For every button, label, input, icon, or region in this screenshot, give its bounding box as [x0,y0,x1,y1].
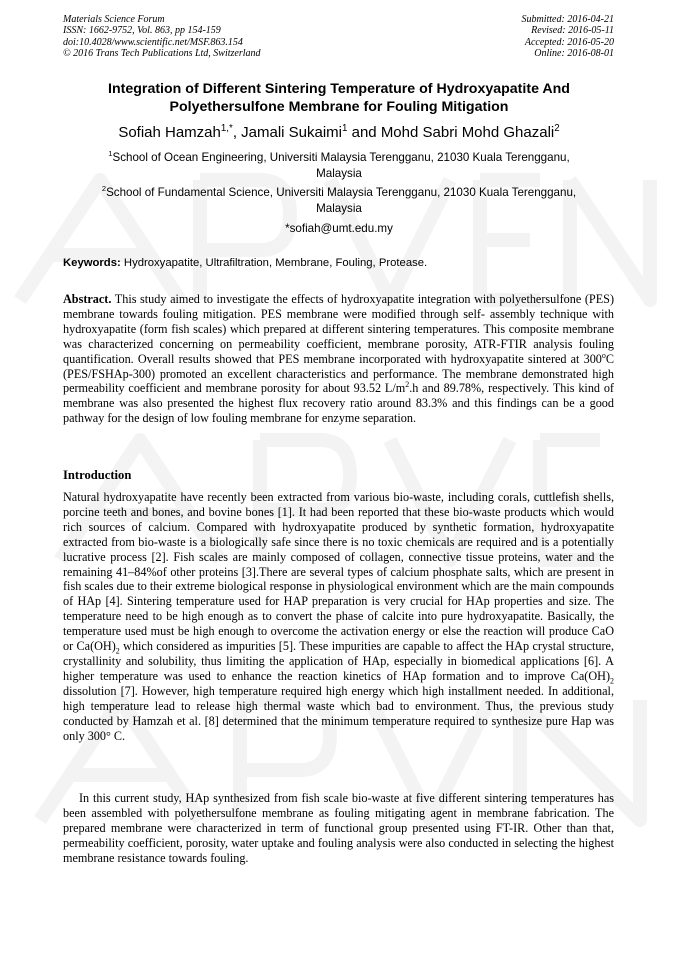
affiliation-2-number: 2 [101,184,107,194]
author-1-affiliation: 1,* [220,123,233,134]
affiliation-1-line-1: School of Ocean Engineering, Universiti Malaysia Terengganu, 21030 Kuala Terengganu, [112,151,570,164]
paper-title [60,80,618,116]
intro-p1-sub-1: 2 [115,646,120,656]
doi-line: doi:10.4028/www.scientific.net/MSF.863.154 [63,36,243,48]
accepted-date: Accepted: 2016-05-20 [524,36,614,48]
author-3: and Mohd Sabri Mohd Ghazali [347,124,555,141]
journal-info [63,14,261,59]
affiliation-2 [60,185,618,217]
intro-p1-sub-2: 2 [610,676,614,686]
copyright-line: © 2016 Trans Tech Publications Ltd, Switzerland [63,47,261,59]
author-2: , Jamali Sukaimi [232,124,343,141]
intro-p1-text-c: dissolution [7]. However, high temperature required high energy which high installment needed. In additional, high temperature lead to release high thermal waste which bad to environment. Thus, the previous study conducted by Hamzah et al. [8] determined that the minimum temperature required to synthesize pure Hap was only 300° C. [63,683,614,743]
title-line-1: Integration of Different Sintering Temperature of Hydroxyapatite And [108,81,570,97]
keywords [63,256,623,271]
intro-p1-text-b: which considered as impurities [5]. These impurities are capable to affect the HAp crystal structure, crystallinity and solubility, thus limiting the application of HAp, especially in biomedical applications [6]. A higher temperature was used to enhance the reaction kinetics of HAp formation and to improve Ca(OH) [63,639,614,683]
abstract-text-3: .h and 89.78%, respectively. This kind of membrane was also presented the highest flux recovery ratio around 83.3% and this findings can be a good pathway for the design of low fouling membrane for enzyme separation. [63,381,614,426]
affiliation-2-line-1: School of Fundamental Science, Universiti Malaysia Terengganu, 21030 Kuala Terengganu, [106,186,577,199]
intro-p2-text: In this current study, HAp synthesized from fish scale bio-waste at five different sintering temperatures has been assembled with polyethersulfone membrane as fouling mitigating agent in membrane fabrication. The prepared membrane were characterized in term of functional group presented using FT-IR. Other than that, permeability coefficient, porosity, water uptake and fouling analysis were also conducted in selecting the highest membrane resistance towards fouling. [63,791,614,865]
affiliation-1-number: 1 [108,149,113,159]
abstract [63,292,614,426]
abstract-text-2: C (PES/FSHAp-300) promoted an excellent characteristics and performance. The membrane demonstrated high permeability coefficient and membrane porosity for about 93.52 L/m [63,351,614,396]
journal-name: Materials Science Forum [63,14,165,25]
author-1: Sofiah Hamzah [118,124,221,141]
publication-dates [522,14,615,59]
keywords-label: Keywords: [63,257,121,269]
squared-sup: 2 [405,380,410,390]
affiliation-1 [60,150,618,182]
author-list [40,123,638,143]
introduction-paragraph-1 [63,490,614,743]
title-line-2: Polyethersulfone Membrane for Fouling Mitigation [169,99,509,115]
affiliation-2-line-2: Malaysia [316,202,362,215]
affiliation-1-line-2: Malaysia [316,167,362,180]
degree-sup: o [601,350,606,360]
corresponding-email[interactable]: *sofiah@umt.edu.my [285,222,393,235]
issn-line: ISSN: 1662-9752, Vol. 863, pp 154-159 [63,25,221,37]
abstract-label: Abstract. [63,292,112,306]
intro-p1-text-a: Natural hydroxyapatite have recently been extracted from various bio-waste, including corals, cuttlefish shells, porcine teeth and bones, and bovine bones [1]. It had been reported that these bio-waste products which would rich sources of calcium. Compared with hydroxyapatite produced by synthetic formation, hydroxyapatite extracted from bio-waste is a biologically safe since there is no toxic chemicals are required and is a potentially lucrative process [2]. Fish scales are mainly composed of collagen, connective tissue proteins, water and the remaining 41–84%of other proteins [3].There are several types of calcium phosphate salts, which are present in fish scales due to their extreme biological response in physiological environment which are the main compounds of HAp [4]. Sintering temperature used for HAP preparation is very crucial for HAp properties and size. The temperature need to be high enough as to convert the phase of calcite into pure hydroxyapatite. Basically, the temperature used must be high enough to overcome the activation energy or else the reaction will produce CaO or Ca(OH) [63,490,614,654]
submitted-date: Submitted: 2016-04-21 [521,14,614,25]
author-3-affiliation: 2 [554,123,560,134]
author-2-affiliation: 1 [342,123,348,134]
introduction-paragraph-2 [63,791,614,866]
online-date: Online: 2016-08-01 [534,47,614,59]
abstract-text-1: This study aimed to investigate the effects of hydroxyapatite integration with polyethersulfone (PES) membrane towards fouling mitigation. PES membrane were modified through self- assembly technique with hydroxyapatite (form fish scales) which prepared at different sintering temperatures. This composite membrane was characterized concerning on permeability coefficient, membrane porosity, ATR-FTIR analysis fouling quantification. Overall results showed that PES membrane incorporated with hydroxyapatite sintered at 300 [63,292,614,366]
keywords-text: Hydroxyapatite, Ultrafiltration, Membrane, Fouling, Protease. [120,257,428,269]
section-heading-introduction: Introduction [63,468,132,482]
revised-date: Revised: 2016-05-11 [531,25,614,37]
